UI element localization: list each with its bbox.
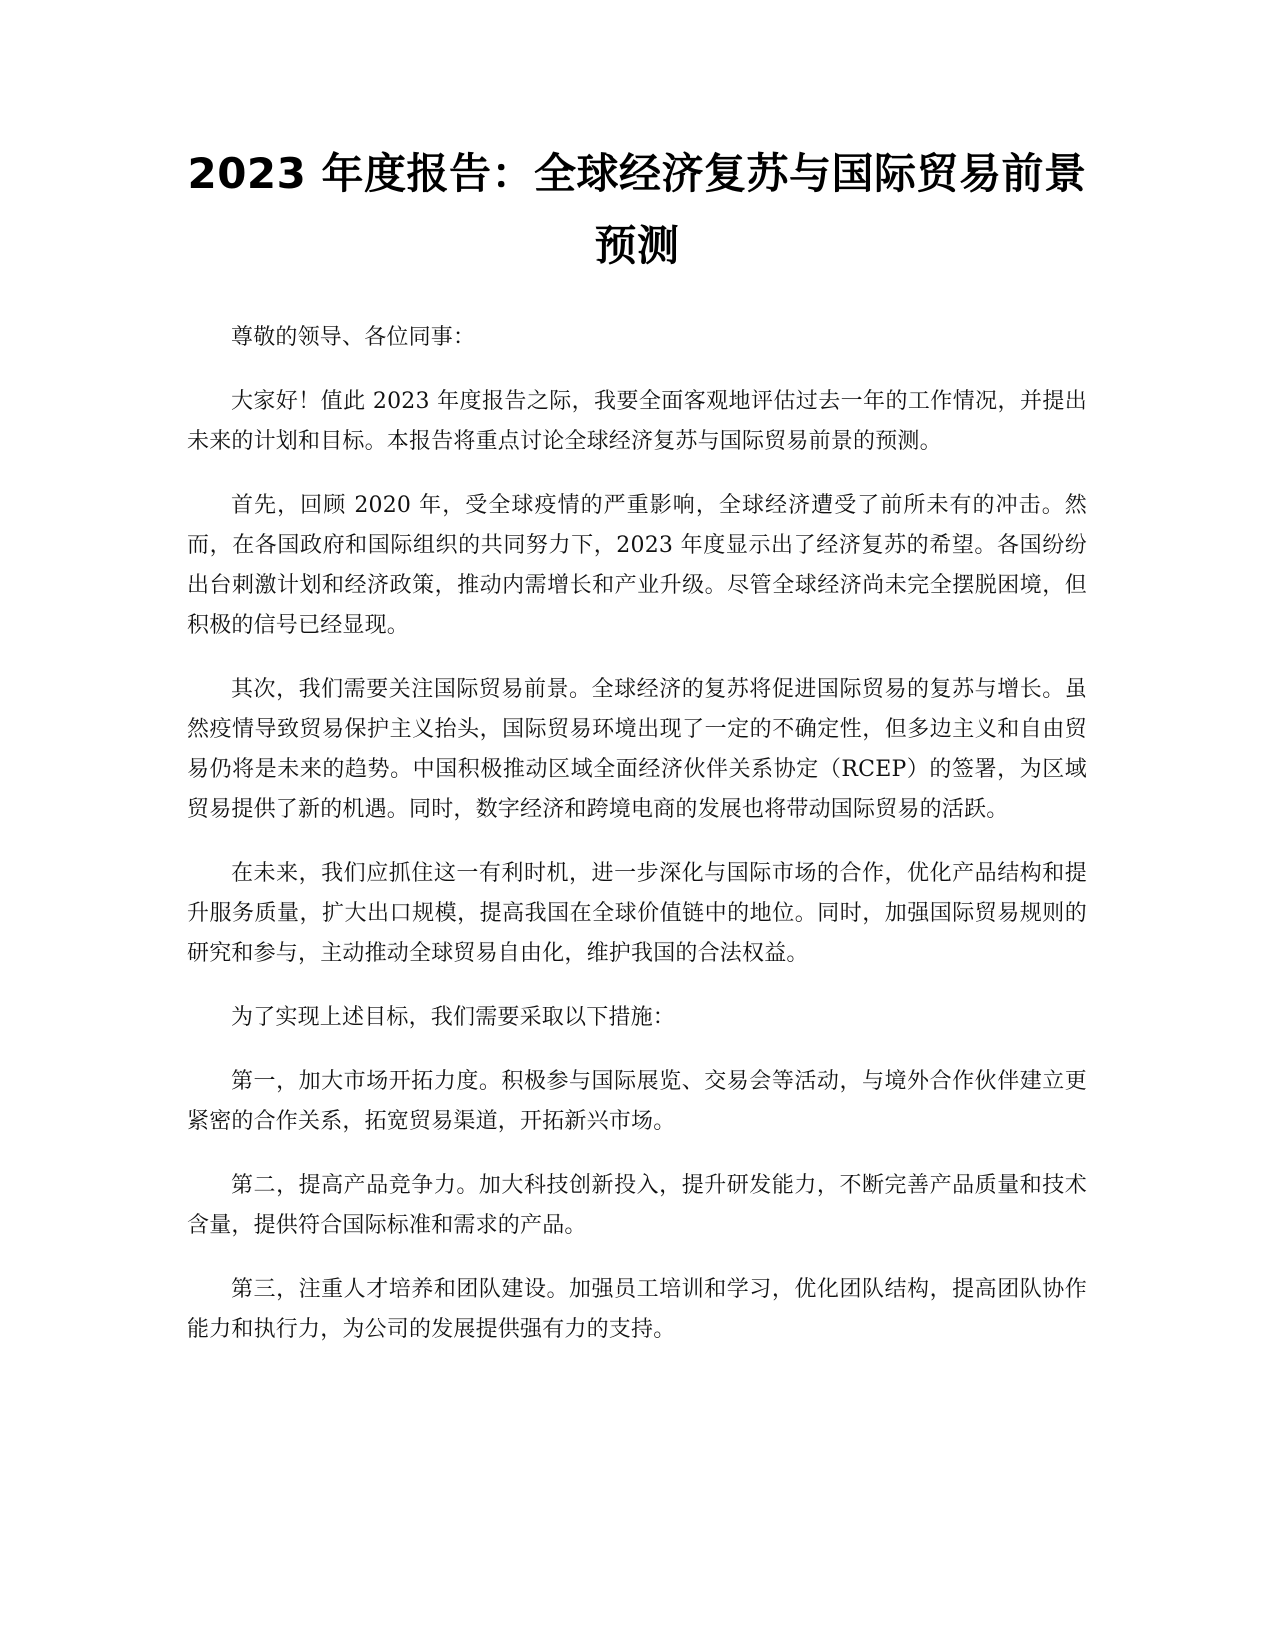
paragraph-measure-3: 第三，注重人才培养和团队建设。加强员工培训和学习，优化团队结构，提高团队协作能力和执行力，为公司的发展提供强有力的支持。 — [187, 1277, 1087, 1342]
document-page — [187, 138, 1087, 1374]
paragraph-review: 首先，回顾 2020 年，受全球疫情的严重影响，全球经济遭受了前所未有的冲击。然而，在各国政府和国际组织的共同努力下，2023 年度显示出了经济复苏的希望。各国纷纷出台刺激计划和经济政策，推动内需增长和产业升级。尽管全球经济尚未完全摆脱困境，但积极的信号已经显现。 — [187, 493, 1087, 638]
paragraph-intro: 大家好！值此 2023 年度报告之际，我要全面客观地评估过去一年的工作情况，并提出未来的计划和目标。本报告将重点讨论全球经济复苏与国际贸易前景的预测。 — [187, 389, 1087, 454]
paragraph-future: 在未来，我们应抓住这一有利时机，进一步深化与国际市场的合作，优化产品结构和提升服务质量，扩大出口规模，提高我国在全球价值链中的地位。同时，加强国际贸易规则的研究和参与，主动推动全球贸易自由化，维护我国的合法权益。 — [187, 861, 1087, 966]
paragraph-measure-1: 第一，加大市场开拓力度。积极参与国际展览、交易会等活动，与境外合作伙伴建立更紧密的合作关系，拓宽贸易渠道，开拓新兴市场。 — [187, 1069, 1087, 1134]
paragraph-salutation: 尊敬的领导、各位同事： — [231, 325, 476, 350]
paragraph-measures-intro: 为了实现上述目标，我们需要采取以下措施： — [231, 1005, 676, 1030]
paragraph-measure-2: 第二，提高产品竞争力。加大科技创新投入，提升研发能力，不断完善产品质量和技术含量，提供符合国际标准和需求的产品。 — [187, 1173, 1087, 1238]
document-title: 2023 年度报告：全球经济复苏与国际贸易前景预测 — [187, 149, 1087, 270]
paragraph-trade-outlook: 其次，我们需要关注国际贸易前景。全球经济的复苏将促进国际贸易的复苏与增长。虽然疫情导致贸易保护主义抬头，国际贸易环境出现了一定的不确定性，但多边主义和自由贸易仍将是未来的趋势。中国积极推动区域全面经济伙伴关系协定（RCEP）的签署，为区域贸易提供了新的机遇。同时，数字经济和跨境电商的发展也将带动国际贸易的活跃。 — [187, 677, 1087, 822]
